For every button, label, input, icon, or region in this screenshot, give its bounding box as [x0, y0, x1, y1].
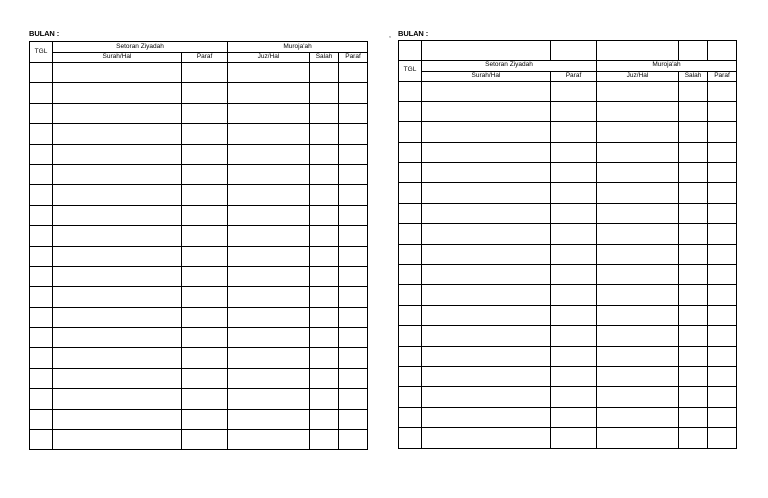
- entry-cell[interactable]: [339, 287, 368, 307]
- entry-cell[interactable]: [310, 63, 339, 83]
- entry-cell[interactable]: [422, 203, 551, 223]
- entry-cell[interactable]: [53, 348, 182, 368]
- table-row: [30, 389, 368, 409]
- entry-cell[interactable]: [708, 122, 737, 142]
- bulan-label-left: BULAN :: [29, 29, 60, 38]
- entry-cell[interactable]: [53, 389, 182, 409]
- entry-cell[interactable]: [679, 163, 708, 183]
- entry-cell[interactable]: [228, 246, 310, 266]
- salah-header: Salah: [310, 53, 339, 63]
- entry-cell[interactable]: [422, 142, 551, 162]
- table-row: [30, 103, 368, 123]
- entry-cell[interactable]: [228, 409, 310, 429]
- entry-cell[interactable]: [228, 144, 310, 164]
- entry-cell[interactable]: [30, 185, 53, 205]
- table-row: [399, 122, 737, 142]
- entry-cell[interactable]: [339, 185, 368, 205]
- entry-cell[interactable]: [708, 305, 737, 325]
- entry-cell[interactable]: [182, 185, 228, 205]
- entry-cell[interactable]: [597, 265, 679, 285]
- surah-hal-header: Surah/Hal: [422, 71, 551, 81]
- entry-cell[interactable]: [53, 103, 182, 123]
- table-row: [399, 265, 737, 285]
- entry-cell[interactable]: [30, 430, 53, 450]
- table-row: [399, 305, 737, 325]
- entry-cell[interactable]: [310, 83, 339, 103]
- entry-cell[interactable]: [597, 244, 679, 264]
- entry-cell[interactable]: [422, 366, 551, 386]
- entry-cell[interactable]: [399, 366, 422, 386]
- entry-cell[interactable]: [182, 124, 228, 144]
- entry-cell[interactable]: [310, 124, 339, 144]
- entry-cell[interactable]: [228, 83, 310, 103]
- entry-cell[interactable]: [310, 287, 339, 307]
- entry-cell[interactable]: [30, 124, 53, 144]
- entry-cell[interactable]: [597, 285, 679, 305]
- entry-cell[interactable]: [310, 389, 339, 409]
- entry-cell[interactable]: [228, 348, 310, 368]
- entry-cell[interactable]: [399, 122, 422, 142]
- entry-cell[interactable]: [679, 305, 708, 325]
- entry-cell[interactable]: [551, 163, 597, 183]
- paraf-header: Paraf: [182, 53, 228, 63]
- entry-cell[interactable]: [339, 430, 368, 450]
- entry-cell[interactable]: [182, 368, 228, 388]
- entry-cell[interactable]: [339, 368, 368, 388]
- entry-cell[interactable]: [53, 287, 182, 307]
- entry-cell[interactable]: [228, 103, 310, 123]
- entry-cell[interactable]: [399, 387, 422, 407]
- tgl-header: TGL: [399, 60, 422, 81]
- entry-cell[interactable]: [679, 366, 708, 386]
- table-row: [30, 368, 368, 388]
- entry-cell[interactable]: [339, 348, 368, 368]
- entry-cell[interactable]: [679, 203, 708, 223]
- entry-cell[interactable]: [30, 307, 53, 327]
- entry-cell[interactable]: [53, 430, 182, 450]
- entry-cell[interactable]: [399, 407, 422, 427]
- entry-cell[interactable]: [53, 368, 182, 388]
- entry-cell[interactable]: [679, 224, 708, 244]
- entry-cell[interactable]: [30, 368, 53, 388]
- entry-cell[interactable]: [53, 83, 182, 103]
- entry-cell[interactable]: [310, 205, 339, 225]
- entry-cell[interactable]: [551, 81, 597, 101]
- table-cell: [708, 41, 737, 61]
- bulan-label-right: BULAN :: [398, 29, 429, 38]
- entry-cell[interactable]: [30, 63, 53, 83]
- entry-cell[interactable]: [708, 142, 737, 162]
- entry-cell[interactable]: [597, 142, 679, 162]
- entry-cell[interactable]: [422, 428, 551, 448]
- entry-cell[interactable]: [679, 326, 708, 346]
- entry-cell[interactable]: [53, 409, 182, 429]
- entry-cell[interactable]: [53, 164, 182, 184]
- comma-mark: ,: [389, 32, 391, 39]
- entry-cell[interactable]: [551, 142, 597, 162]
- entry-cell[interactable]: [30, 266, 53, 286]
- entry-cell[interactable]: [422, 285, 551, 305]
- entry-cell[interactable]: [551, 122, 597, 142]
- entry-cell[interactable]: [422, 244, 551, 264]
- entry-cell[interactable]: [30, 389, 53, 409]
- entry-cell[interactable]: [53, 328, 182, 348]
- entry-cell[interactable]: [679, 81, 708, 101]
- entry-cell[interactable]: [53, 185, 182, 205]
- entry-cell[interactable]: [53, 205, 182, 225]
- entry-cell[interactable]: [339, 328, 368, 348]
- entry-cell[interactable]: [708, 183, 737, 203]
- entry-cell[interactable]: [53, 124, 182, 144]
- entry-cell[interactable]: [310, 348, 339, 368]
- entry-cell[interactable]: [182, 83, 228, 103]
- entry-cell[interactable]: [399, 183, 422, 203]
- entry-cell[interactable]: [708, 203, 737, 223]
- entry-cell[interactable]: [422, 305, 551, 325]
- table-row: [399, 203, 737, 223]
- entry-cell[interactable]: [228, 205, 310, 225]
- entry-cell[interactable]: [679, 265, 708, 285]
- entry-cell[interactable]: [310, 307, 339, 327]
- entry-cell[interactable]: [708, 285, 737, 305]
- entry-cell[interactable]: [679, 142, 708, 162]
- entry-cell[interactable]: [228, 124, 310, 144]
- entry-cell[interactable]: [708, 366, 737, 386]
- table-row: [399, 285, 737, 305]
- entry-cell[interactable]: [228, 287, 310, 307]
- hafalan-table-right: [398, 40, 737, 449]
- entry-cell[interactable]: [708, 326, 737, 346]
- entry-cell[interactable]: [399, 428, 422, 448]
- entry-cell[interactable]: [679, 346, 708, 366]
- entry-cell[interactable]: [597, 407, 679, 427]
- entry-cell[interactable]: [182, 307, 228, 327]
- entry-cell[interactable]: [228, 266, 310, 286]
- entry-cell[interactable]: [228, 328, 310, 348]
- entry-cell[interactable]: [182, 164, 228, 184]
- entry-cell[interactable]: [182, 409, 228, 429]
- entry-cell[interactable]: [597, 224, 679, 244]
- entry-cell[interactable]: [551, 101, 597, 121]
- entry-cell[interactable]: [422, 407, 551, 427]
- entry-cell[interactable]: [679, 183, 708, 203]
- entry-cell[interactable]: [310, 103, 339, 123]
- entry-cell[interactable]: [399, 326, 422, 346]
- entry-cell[interactable]: [182, 63, 228, 83]
- entry-cell[interactable]: [30, 409, 53, 429]
- entry-cell[interactable]: [708, 244, 737, 264]
- entry-cell[interactable]: [310, 226, 339, 246]
- entry-cell[interactable]: [182, 328, 228, 348]
- entry-cell[interactable]: [399, 285, 422, 305]
- entry-cell[interactable]: [53, 246, 182, 266]
- table-row: [399, 366, 737, 386]
- entry-cell[interactable]: [339, 103, 368, 123]
- entry-cell[interactable]: [551, 183, 597, 203]
- table-row: [399, 163, 737, 183]
- table-row: [399, 183, 737, 203]
- entry-cell[interactable]: [182, 287, 228, 307]
- entry-cell[interactable]: [551, 428, 597, 448]
- paraf-header: Paraf: [339, 53, 368, 63]
- entry-cell[interactable]: [422, 326, 551, 346]
- table-row: [30, 185, 368, 205]
- entry-cell[interactable]: [228, 164, 310, 184]
- table-row: [30, 246, 368, 266]
- entry-cell[interactable]: [30, 205, 53, 225]
- entry-cell[interactable]: [551, 305, 597, 325]
- juz-hal-header: Juz/Hal: [228, 53, 310, 63]
- entry-cell[interactable]: [53, 226, 182, 246]
- entry-cell[interactable]: [551, 244, 597, 264]
- entry-cell[interactable]: [30, 348, 53, 368]
- entry-cell[interactable]: [339, 205, 368, 225]
- entry-cell[interactable]: [708, 101, 737, 121]
- entry-cell[interactable]: [30, 164, 53, 184]
- table-cell: [422, 41, 551, 61]
- entry-cell[interactable]: [339, 83, 368, 103]
- entry-cell[interactable]: [422, 387, 551, 407]
- entry-cell[interactable]: [422, 81, 551, 101]
- table-cell: [399, 41, 422, 61]
- entry-cell[interactable]: [339, 124, 368, 144]
- entry-cell[interactable]: [339, 144, 368, 164]
- table-row: [30, 287, 368, 307]
- entry-cell[interactable]: [551, 326, 597, 346]
- entry-cell[interactable]: [708, 387, 737, 407]
- entry-cell[interactable]: [339, 266, 368, 286]
- table-row: [30, 144, 368, 164]
- entry-cell[interactable]: [182, 246, 228, 266]
- entry-cell[interactable]: [30, 226, 53, 246]
- entry-cell[interactable]: [399, 203, 422, 223]
- tgl-header: TGL: [30, 42, 53, 63]
- entry-cell[interactable]: [551, 224, 597, 244]
- entry-cell[interactable]: [399, 265, 422, 285]
- entry-cell[interactable]: [30, 144, 53, 164]
- entry-cell[interactable]: [399, 305, 422, 325]
- entry-cell[interactable]: [679, 387, 708, 407]
- table-row: [399, 326, 737, 346]
- juz-hal-header: Juz/Hal: [597, 71, 679, 81]
- entry-cell[interactable]: [708, 81, 737, 101]
- entry-cell[interactable]: [597, 366, 679, 386]
- entry-cell[interactable]: [399, 346, 422, 366]
- entry-cell[interactable]: [422, 122, 551, 142]
- entry-cell[interactable]: [310, 185, 339, 205]
- entry-cell[interactable]: [310, 328, 339, 348]
- entry-cell[interactable]: [30, 103, 53, 123]
- entry-cell[interactable]: [228, 185, 310, 205]
- murojaah-header: Muroja'ah: [228, 42, 368, 53]
- entry-cell[interactable]: [53, 307, 182, 327]
- entry-cell[interactable]: [53, 266, 182, 286]
- table-row: [399, 428, 737, 448]
- entry-cell[interactable]: [310, 144, 339, 164]
- entry-cell[interactable]: [182, 103, 228, 123]
- entry-cell[interactable]: [228, 226, 310, 246]
- entry-cell[interactable]: [53, 144, 182, 164]
- table-row: [30, 430, 368, 450]
- table-cell: [551, 41, 597, 61]
- entry-cell[interactable]: [597, 122, 679, 142]
- entry-cell[interactable]: [708, 163, 737, 183]
- surah-hal-header: Surah/Hal: [53, 53, 182, 63]
- entry-cell[interactable]: [339, 409, 368, 429]
- table-row: [399, 142, 737, 162]
- entry-cell[interactable]: [597, 326, 679, 346]
- table-row: [399, 407, 737, 427]
- table-cell: [679, 41, 708, 61]
- entry-cell[interactable]: [597, 183, 679, 203]
- table-row: [30, 328, 368, 348]
- entry-cell[interactable]: [679, 407, 708, 427]
- entry-cell[interactable]: [597, 81, 679, 101]
- entry-cell[interactable]: [310, 246, 339, 266]
- entry-cell[interactable]: [30, 287, 53, 307]
- table-row: [30, 226, 368, 246]
- entry-cell[interactable]: [228, 430, 310, 450]
- entry-cell[interactable]: [228, 63, 310, 83]
- entry-cell[interactable]: [399, 142, 422, 162]
- entry-cell[interactable]: [339, 389, 368, 409]
- entry-cell[interactable]: [228, 368, 310, 388]
- entry-cell[interactable]: [422, 183, 551, 203]
- table-row: [30, 205, 368, 225]
- table-row: [30, 307, 368, 327]
- entry-cell[interactable]: [30, 328, 53, 348]
- entry-cell[interactable]: [679, 122, 708, 142]
- entry-cell[interactable]: [551, 203, 597, 223]
- entry-cell[interactable]: [399, 163, 422, 183]
- entry-cell[interactable]: [182, 205, 228, 225]
- entry-cell[interactable]: [597, 346, 679, 366]
- entry-cell[interactable]: [551, 346, 597, 366]
- entry-cell[interactable]: [339, 226, 368, 246]
- entry-cell[interactable]: [708, 428, 737, 448]
- table-cell: [597, 41, 679, 61]
- entry-cell[interactable]: [339, 164, 368, 184]
- entry-cell[interactable]: [422, 163, 551, 183]
- entry-cell[interactable]: [310, 368, 339, 388]
- entry-cell[interactable]: [182, 389, 228, 409]
- setoran-ziyadah-header: Setoran Ziyadah: [53, 42, 228, 53]
- entry-cell[interactable]: [679, 428, 708, 448]
- entry-cell[interactable]: [182, 266, 228, 286]
- table-row: [399, 244, 737, 264]
- table-row: [399, 101, 737, 121]
- entry-cell[interactable]: [182, 430, 228, 450]
- entry-cell[interactable]: [708, 265, 737, 285]
- entry-cell[interactable]: [551, 265, 597, 285]
- entry-cell[interactable]: [551, 387, 597, 407]
- table-row: [399, 81, 737, 101]
- table-row: [30, 266, 368, 286]
- paraf-header: Paraf: [708, 71, 737, 81]
- entry-cell[interactable]: [597, 305, 679, 325]
- table-row: [30, 63, 368, 83]
- entry-cell[interactable]: [551, 285, 597, 305]
- entry-cell[interactable]: [399, 224, 422, 244]
- entry-cell[interactable]: [551, 366, 597, 386]
- blank-top-row: [399, 41, 737, 61]
- table-row: [399, 346, 737, 366]
- table-row: [399, 224, 737, 244]
- entry-cell[interactable]: [422, 224, 551, 244]
- table-row: [30, 124, 368, 144]
- entry-cell[interactable]: [597, 203, 679, 223]
- entry-cell[interactable]: [228, 389, 310, 409]
- entry-cell[interactable]: [679, 285, 708, 305]
- entry-cell[interactable]: [597, 428, 679, 448]
- entry-cell[interactable]: [182, 226, 228, 246]
- entry-cell[interactable]: [30, 83, 53, 103]
- entry-cell[interactable]: [708, 224, 737, 244]
- table-row: [30, 83, 368, 103]
- entry-cell[interactable]: [310, 164, 339, 184]
- entry-cell[interactable]: [422, 101, 551, 121]
- entry-cell[interactable]: [551, 407, 597, 427]
- entry-cell[interactable]: [708, 346, 737, 366]
- entry-cell[interactable]: [597, 163, 679, 183]
- paraf-header: Paraf: [551, 71, 597, 81]
- entry-cell[interactable]: [339, 63, 368, 83]
- entry-cell[interactable]: [339, 246, 368, 266]
- table-row: [30, 348, 368, 368]
- entry-cell[interactable]: [53, 63, 182, 83]
- table-row: [30, 409, 368, 429]
- table-row: [399, 387, 737, 407]
- entry-cell[interactable]: [310, 430, 339, 450]
- entry-cell[interactable]: [399, 101, 422, 121]
- entry-cell[interactable]: [708, 407, 737, 427]
- entry-cell[interactable]: [399, 81, 422, 101]
- entry-cell[interactable]: [422, 265, 551, 285]
- entry-cell[interactable]: [597, 101, 679, 121]
- hafalan-table-left: [29, 41, 368, 450]
- entry-cell[interactable]: [182, 144, 228, 164]
- entry-cell[interactable]: [597, 387, 679, 407]
- entry-cell[interactable]: [310, 266, 339, 286]
- table-row: [30, 164, 368, 184]
- entry-cell[interactable]: [399, 244, 422, 264]
- entry-cell[interactable]: [679, 244, 708, 264]
- entry-cell[interactable]: [310, 409, 339, 429]
- entry-cell[interactable]: [679, 101, 708, 121]
- entry-cell[interactable]: [422, 346, 551, 366]
- entry-cell[interactable]: [182, 348, 228, 368]
- entry-cell[interactable]: [228, 307, 310, 327]
- entry-cell[interactable]: [339, 307, 368, 327]
- entry-cell[interactable]: [30, 246, 53, 266]
- murojaah-header: Muroja'ah: [597, 60, 737, 71]
- salah-header: Salah: [679, 71, 708, 81]
- setoran-ziyadah-header: Setoran Ziyadah: [422, 60, 597, 71]
